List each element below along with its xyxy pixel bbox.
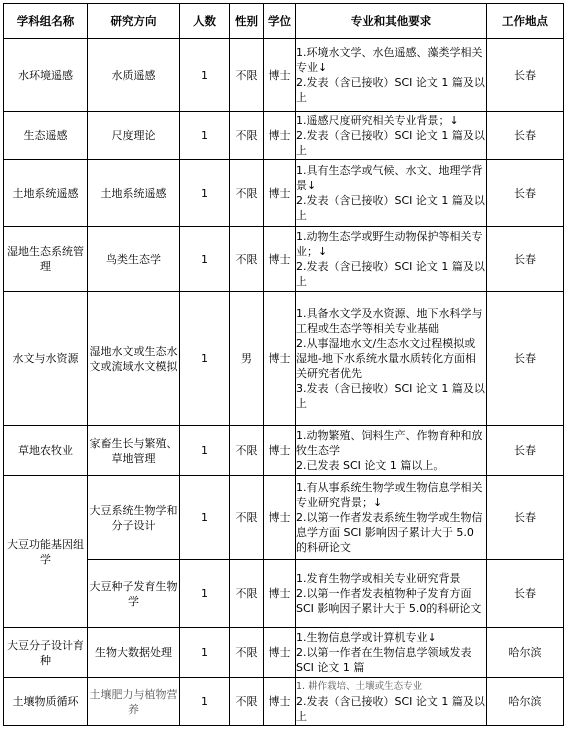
cell-count: 1 (180, 39, 230, 112)
cell-direction: 大豆种子发育生物学 (88, 560, 180, 628)
requirement-line: 2.从事湿地水文/生态水文过程模拟或湿地-地下水系统水量水质转化方面相关研究者优先 (296, 337, 476, 380)
cell-location: 长春 (487, 292, 564, 426)
requirement-line: 2.发表（含已接收）SCI 论文 1 篇及以上 (296, 194, 485, 222)
cell-gender: 男 (230, 292, 264, 426)
cell-gender: 不限 (230, 628, 264, 678)
cell-group: 土壤物质循环 (4, 678, 88, 726)
table-row (4, 112, 564, 160)
cell-count: 1 (180, 678, 230, 726)
cell-requirements (296, 678, 487, 726)
cell-requirements (296, 476, 487, 560)
requirement-line: 1.动物繁殖、饲料生产、作物育种和放牧生态学 (296, 429, 483, 457)
cell-gender: 不限 (230, 227, 264, 292)
cell-group: 草地农牧业 (4, 426, 88, 476)
requirement-line: 1.发育生物学或相关专业研究背景 (296, 572, 461, 585)
cell-degree: 博士 (264, 39, 296, 112)
cell-direction: 生物大数据处理 (88, 628, 180, 678)
recruitment-table (3, 3, 564, 726)
header-group: 学科组名称 (4, 4, 88, 39)
table-row (4, 227, 564, 292)
requirement-line: 2.以第一作者发表系统生物学或生物信息学方面 SCI 影响因子累计大于 5.0 的科研论文 (296, 511, 483, 554)
header-location: 工作地点 (487, 4, 564, 39)
cell-requirements (296, 112, 487, 160)
header-count: 人数 (180, 4, 230, 39)
header-requirements: 专业和其他要求 (296, 4, 487, 39)
cell-gender: 不限 (230, 678, 264, 726)
cell-count: 1 (180, 292, 230, 426)
cell-group: 大豆分子设计育种 (4, 628, 88, 678)
cell-degree: 博士 (264, 678, 296, 726)
cell-direction: 鸟类生态学 (88, 227, 180, 292)
cell-gender: 不限 (230, 160, 264, 227)
cell-requirements (296, 426, 487, 476)
cell-degree: 博士 (264, 628, 296, 678)
header-gender: 性别 (230, 4, 264, 39)
cell-requirements (296, 292, 487, 426)
cell-count: 1 (180, 560, 230, 628)
requirement-line: 2.以第一作者在生物信息学领域发表 SCI 论文 1 篇 (296, 646, 472, 674)
cell-location: 长春 (487, 560, 564, 628)
requirement-line: 2.以第一作者发表植物种子发育方面 SCI 影响因子累计大于 5.0的科研论文 (296, 587, 482, 615)
cell-requirements (296, 160, 487, 227)
table-row (4, 426, 564, 476)
cell-location: 哈尔滨 (487, 678, 564, 726)
cell-group: 大豆功能基因组学 (4, 476, 88, 628)
table-row (4, 560, 564, 628)
cell-direction: 湿地水文或生态水文或流域水文模拟 (88, 292, 180, 426)
cell-location: 哈尔滨 (487, 628, 564, 678)
cell-gender: 不限 (230, 560, 264, 628)
cell-group: 湿地生态系统管理 (4, 227, 88, 292)
cell-degree: 博士 (264, 292, 296, 426)
table-row (4, 628, 564, 678)
cell-direction: 家畜生长与繁殖、草地管理 (88, 426, 180, 476)
cell-direction: 尺度理论 (88, 112, 180, 160)
cell-gender: 不限 (230, 476, 264, 560)
cell-location: 长春 (487, 426, 564, 476)
cell-location: 长春 (487, 112, 564, 160)
cell-gender: 不限 (230, 426, 264, 476)
cell-degree: 博士 (264, 476, 296, 560)
cell-count: 1 (180, 112, 230, 160)
cell-count: 1 (180, 476, 230, 560)
requirement-line: 2.发表（含已接收）SCI 论文 1 篇及以上 (296, 129, 485, 157)
cell-requirements (296, 227, 487, 292)
header-degree: 学位 (264, 4, 296, 39)
cell-degree: 博士 (264, 160, 296, 227)
header-direction: 研究方向 (88, 4, 180, 39)
cell-degree: 博士 (264, 227, 296, 292)
requirement-line: 1.动物生态学或野生动物保护等相关专业；↓ (296, 230, 483, 258)
requirement-line: 2.发表（含已接收）SCI 论文 1 篇及以上 (296, 695, 485, 723)
cell-degree: 博士 (264, 426, 296, 476)
table-row (4, 292, 564, 426)
requirement-line: 1.具有生态学或气候、水文、地理学背景↓ (296, 164, 483, 192)
cell-location: 长春 (487, 476, 564, 560)
cell-count: 1 (180, 628, 230, 678)
requirement-line: 1.遥感尺度研究相关专业背景；↓ (296, 114, 459, 127)
cell-gender: 不限 (230, 112, 264, 160)
cell-count: 1 (180, 426, 230, 476)
cell-direction: 土壤肥力与植物营养 (88, 678, 180, 726)
cell-count: 1 (180, 227, 230, 292)
requirement-line: 1. 耕作栽培、土壤或生态专业 (296, 681, 423, 692)
cell-location: 长春 (487, 160, 564, 227)
cell-requirements (296, 628, 487, 678)
requirement-line: 2.发表（含已接收）SCI 论文 1 篇及以上 (296, 260, 485, 288)
cell-direction: 水质遥感 (88, 39, 180, 112)
header-row (4, 4, 564, 39)
cell-group: 土地系统遥感 (4, 160, 88, 227)
table-row (4, 39, 564, 112)
table-row (4, 678, 564, 726)
cell-gender: 不限 (230, 39, 264, 112)
cell-degree: 博士 (264, 112, 296, 160)
requirement-line: 3.发表（含已接收）SCI 论文 1 篇及以上 (296, 382, 485, 410)
cell-requirements (296, 560, 487, 628)
cell-direction: 土地系统遥感 (88, 160, 180, 227)
cell-group: 水环境遥感 (4, 39, 88, 112)
cell-group: 生态遥感 (4, 112, 88, 160)
cell-direction: 大豆系统生物学和分子设计 (88, 476, 180, 560)
requirement-line: 1.生物信息学或计算机专业↓ (296, 631, 437, 644)
cell-count: 1 (180, 160, 230, 227)
cell-location: 长春 (487, 227, 564, 292)
table-row (4, 160, 564, 227)
requirement-line: 1.环境水文学、水色遥感、藻类学相关专业↓ (296, 46, 483, 74)
requirement-line: 2.发表（含已接收）SCI 论文 1 篇及以上 (296, 76, 485, 104)
table-row (4, 476, 564, 560)
cell-degree: 博士 (264, 560, 296, 628)
requirement-line: 1.有从事系统生物学或生物信息学相关专业研究背景；↓ (296, 481, 483, 509)
requirement-line: 1.具备水文学及水资源、地下水科学与工程或生态学等相关专业基础 (296, 307, 483, 335)
cell-group: 水文与水资源 (4, 292, 88, 426)
cell-location: 长春 (487, 39, 564, 112)
cell-requirements (296, 39, 487, 112)
requirement-line: 2.已发表 SCI 论文 1 篇以上。 (296, 459, 445, 472)
